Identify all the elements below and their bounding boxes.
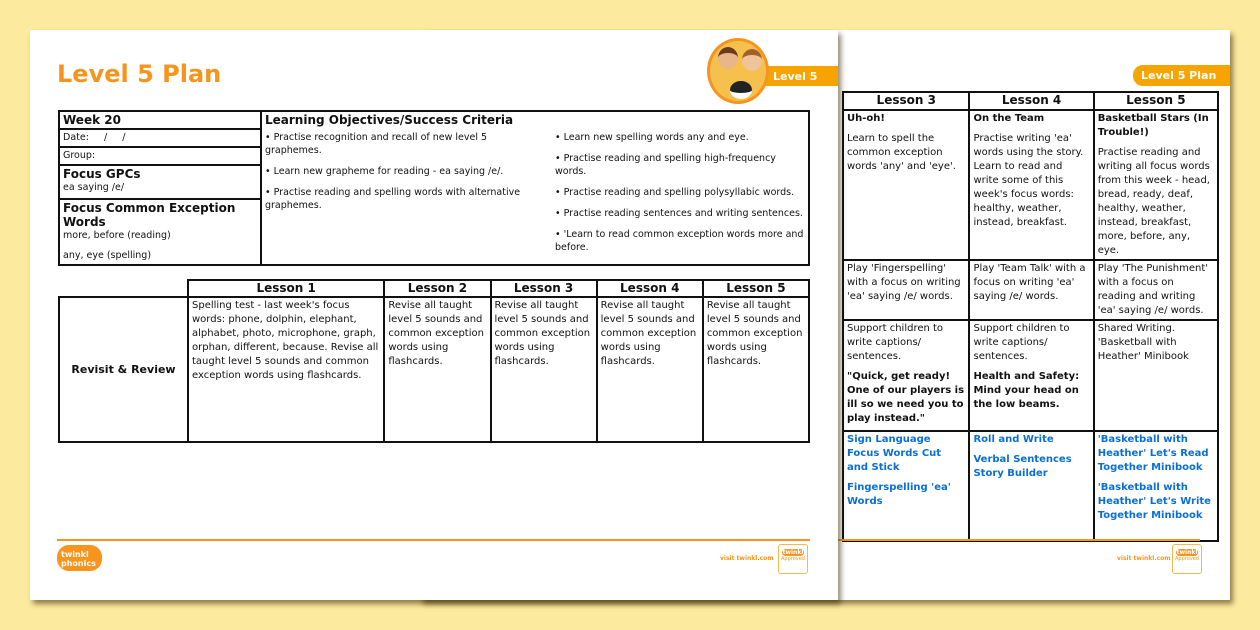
writing-text: Support children to write captions/ sentences. bbox=[973, 323, 1070, 362]
resource-link[interactable]: 'Basketball with Heather' Let's Write Together Minibook bbox=[1097, 482, 1211, 521]
writing-prompt: Health and Safety: Mind your head on the low beams. bbox=[973, 371, 1080, 410]
quality-stamp: twinkl Approved bbox=[778, 544, 808, 574]
lesson-header: Lesson 3 bbox=[491, 280, 597, 297]
footer-line bbox=[57, 539, 810, 541]
lesson-header: Lesson 4 bbox=[969, 92, 1093, 110]
objective: • Practise reading and spelling words with alternative graphemes. bbox=[265, 187, 521, 211]
objective: • Learn new spelling words any and eye. bbox=[555, 132, 749, 143]
cew-spelling: any, eye (spelling) bbox=[63, 250, 152, 261]
resource-link[interactable]: 'Basketball with Heather' Let's Read Together Minibook bbox=[1097, 434, 1209, 473]
twinkl-phonics-logo: twinkl phonics bbox=[57, 545, 102, 571]
level-tab: Level 5 bbox=[765, 66, 838, 86]
visit-link[interactable]: visit twinkl.com bbox=[720, 555, 774, 562]
cew-title: Focus Common Exception Words bbox=[63, 201, 236, 229]
resource-link[interactable]: Fingerspelling 'ea' Words bbox=[847, 482, 951, 507]
revisit-cell: Revise all taught level 5 sounds and common exception words using flashcards. bbox=[597, 297, 703, 442]
lesson-header: Lesson 4 bbox=[597, 280, 703, 297]
visit-link[interactable]: visit twinkl.com bbox=[1117, 555, 1171, 562]
objectives-list bbox=[265, 131, 545, 262]
footer-line bbox=[838, 539, 1200, 541]
activity-cell: Play 'Team Talk' with a focus on writing 'ea' saying /e/ words. bbox=[969, 260, 1093, 320]
writing-prompt: "Quick, get ready! One of our players is ill so we need you to play instead." bbox=[847, 371, 965, 424]
lessons-table bbox=[58, 279, 810, 443]
overview-table bbox=[58, 110, 810, 266]
revisit-cell: Spelling test - last week's focus words: phone, dolphin, elephant, alphabet, photo, microphone, graph, orphan, different, because. Revise all taught level 5 sounds and common exception words using flashcards. bbox=[188, 297, 384, 442]
focus-gpcs: ea saying /e/ bbox=[63, 182, 125, 193]
objective: • Practise reading sentences and writing sentences. bbox=[555, 208, 803, 219]
characters-illustration bbox=[707, 38, 769, 104]
cew-reading: more, before (reading) bbox=[63, 230, 171, 241]
lessons-table-continued bbox=[842, 91, 1219, 542]
lesson-header: Lesson 5 bbox=[1094, 92, 1218, 110]
lesson-title: On the Team bbox=[973, 113, 1045, 124]
lesson-header: Lesson 3 bbox=[843, 92, 969, 110]
objective: • 'Learn to read common exception words more and before. bbox=[555, 229, 804, 253]
week-label: Week 20 bbox=[59, 111, 261, 129]
revisit-cell: Revise all taught level 5 sounds and common exception words using flashcards. bbox=[703, 297, 809, 442]
resource-link[interactable]: Sign Language Focus Words Cut and Stick bbox=[847, 434, 942, 473]
revisit-cell: Revise all taught level 5 sounds and common exception words using flashcards. bbox=[384, 297, 490, 442]
plan-page-1 bbox=[30, 30, 838, 600]
quality-stamp: twinkl Approved bbox=[1172, 544, 1202, 574]
objectives-title: Learning Objectives/Success Criteria bbox=[265, 113, 514, 127]
objective: • Practise reading and spelling polysyllabic words. bbox=[555, 187, 795, 198]
activity-cell: Play 'The Punishment' with a focus on reading and writing 'ea' saying /e/ words. bbox=[1094, 260, 1218, 320]
focus-gpcs-title: Focus GPCs bbox=[63, 167, 141, 181]
objective: • Learn new grapheme for reading - ea saying /e/. bbox=[265, 166, 504, 177]
lesson-header: Lesson 2 bbox=[384, 280, 490, 297]
lesson-title: Basketball Stars (In Trouble!) bbox=[1097, 113, 1209, 138]
lesson-text: Learn to spell the common exception words 'any' and 'eye'. bbox=[847, 133, 956, 172]
writing-text: Support children to write captions/ sentences. bbox=[847, 323, 944, 362]
level-tab: Level 5 Plan bbox=[1133, 65, 1230, 86]
lesson-header: Lesson 1 bbox=[188, 280, 384, 297]
activity-cell: Play 'Fingerspelling' with a focus on writing 'ea' saying /e/ words. bbox=[843, 260, 969, 320]
resource-link[interactable]: Verbal Sentences Story Builder bbox=[973, 454, 1072, 479]
writing-text: Shared Writing. 'Basketball with Heather' Minibook bbox=[1097, 323, 1189, 362]
objective: • Practise recognition and recall of new level 5 graphemes. bbox=[265, 132, 488, 156]
objectives-list bbox=[555, 131, 805, 262]
lesson-header: Lesson 5 bbox=[703, 280, 809, 297]
lesson-text: Practise writing 'ea' words using the story. Learn to read and write some of this week's focus words: healthy, weather, instead, breakfast. bbox=[973, 133, 1084, 228]
revisit-cell: Revise all taught level 5 sounds and common exception words using flashcards. bbox=[491, 297, 597, 442]
resource-link[interactable]: Roll and Write bbox=[973, 434, 1054, 445]
objective: • Practise reading and spelling high-frequency words. bbox=[555, 153, 776, 177]
lesson-title: Uh-oh! bbox=[847, 113, 885, 124]
date-field[interactable]: Date: / / bbox=[59, 129, 261, 147]
row-label: Revisit & Review bbox=[59, 297, 188, 442]
page-title: Level 5 Plan bbox=[57, 60, 222, 88]
lesson-text: Practise reading and writing all focus words from this week - head, bread, ready, deaf, healthy, weather, instead, breakfast, more, before, any, eye. bbox=[1097, 147, 1210, 256]
group-field[interactable]: Group: bbox=[59, 147, 261, 165]
